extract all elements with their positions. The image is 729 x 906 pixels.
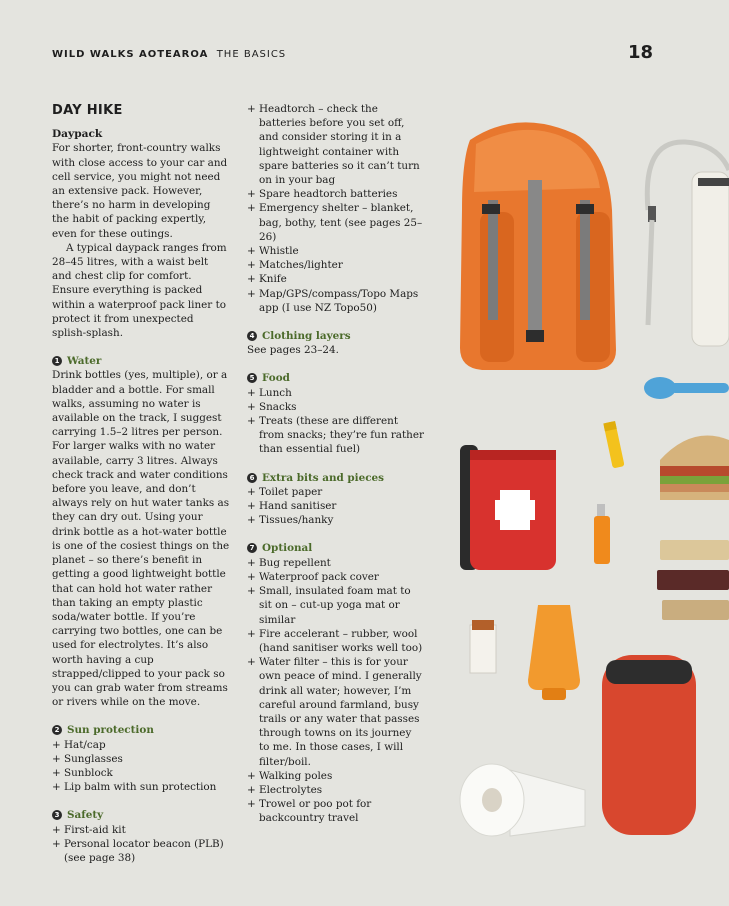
water-body: Drink bottles (yes, multiple), or a bladder and a bottle. For small walks, assuming no water is available on the track, I suggest carrying 1.5–2 litres per person. For larger walks with no water available, carry 3 litres. Always check track and water conditions before you leave, and don’t always rely on hut water tanks as they can dry out. Using your drink bottle as a hot-water bottle is one of the cosiest things on the planet – so there’s benefit in getting a good lightweight bottle that can hold hot water rather than taking an empty plastic soda/water bottle. If you’re carrying two bottles, one can be used for electrolytes. It’s also worth having a cup strapped/clipped to your pack so you can grab water from streams or rivers while on the move. xyxy=(52,369,230,709)
first-aid-kit-icon xyxy=(460,445,556,570)
sunscreen-icon xyxy=(528,605,580,700)
list-item: + Trowel or poo pot for backcountry travel xyxy=(247,797,425,825)
list-item: + Spare headtorch batteries xyxy=(247,187,425,201)
list-item: + Sunglasses xyxy=(52,752,230,766)
sun-section xyxy=(52,723,230,794)
food-heading: Food xyxy=(262,372,290,385)
sun-heading: Sun protection xyxy=(67,724,154,737)
list-item: + Matches/lighter xyxy=(247,258,425,272)
list-item: + Bug repellent xyxy=(247,556,425,570)
sandwich-icon xyxy=(660,436,729,501)
lip-balm-icon xyxy=(603,421,624,468)
clothing-heading: Clothing layers xyxy=(262,330,351,343)
list-item: + Headtorch – check the batteries before you set off, and consider storing it in a lightweight container with spare batteries so it can’t turn on in your bag xyxy=(247,102,425,187)
gear-illustration xyxy=(430,100,729,906)
safety-heading: Safety xyxy=(67,809,104,822)
list-item: + Fire accelerant – rubber, wool (hand sanitiser works well too) xyxy=(247,627,425,655)
left-column xyxy=(52,104,230,865)
food-section xyxy=(247,371,425,456)
list-item: + Small, insulated foam mat to sit on – cut-up yoga mat or similar xyxy=(247,584,425,627)
water-bladder-icon xyxy=(647,142,729,346)
matchbox-icon xyxy=(470,620,496,673)
list-item: + Walking poles xyxy=(247,769,425,783)
middle-column xyxy=(247,102,425,826)
list-item: + Lunch xyxy=(247,386,425,400)
clothing-number-badge: 4 xyxy=(247,331,257,341)
list-item: + Electrolytes xyxy=(247,783,425,797)
safety-number-badge: 3 xyxy=(52,810,62,820)
water-heading: Water xyxy=(67,355,102,368)
optional-section xyxy=(247,541,425,825)
safety-section xyxy=(52,808,230,865)
lighter-icon xyxy=(594,504,610,564)
list-item: + Water filter – this is for your own peace of mind. I generally drink all water; however, I’m careful around farmland, busy trails or any water that passes through towns on its journey to me. In those cases, I will filter/boil. xyxy=(247,655,425,769)
section-name: THE BASICS xyxy=(216,49,287,60)
running-header xyxy=(52,49,286,60)
optional-heading: Optional xyxy=(262,542,313,555)
list-item: + Hand sanitiser xyxy=(247,499,425,513)
page-title: DAY HIKE xyxy=(52,103,123,118)
toilet-paper-icon xyxy=(460,764,585,836)
list-item: + Sunblock xyxy=(52,766,230,780)
list-item: + Toilet paper xyxy=(247,485,425,499)
safety-list-part1 xyxy=(52,823,230,866)
optional-number-badge: 7 xyxy=(247,543,257,553)
daypack-paragraph-1: For shorter, front-country walks with close access to your car and cell service, you might not need an extensive pack. However, there’s no harm in developing the habit of packing expertly, even for these outings. xyxy=(52,142,228,240)
food-list xyxy=(247,386,425,457)
daypack-paragraph-2: A typical daypack ranges from 28–45 litres, with a waist belt and chest clip for comfort. Ensure everything is packed within a waterproof pack liner to protect it from unexpected splish-splash. xyxy=(52,241,227,340)
list-item: + Whistle xyxy=(247,244,425,258)
snack-bar-icon xyxy=(657,540,729,620)
backpack-icon xyxy=(460,122,616,370)
page-number: 18 xyxy=(628,42,654,63)
brand-name: WILD WALKS AOTEAROA xyxy=(52,49,209,60)
list-item: + Knife xyxy=(247,272,425,286)
list-item: + Hat/cap xyxy=(52,738,230,752)
water-number-badge: 1 xyxy=(52,356,62,366)
extra-heading: Extra bits and pieces xyxy=(262,471,384,484)
sun-list xyxy=(52,738,230,795)
list-item: + Map/GPS/compass/Topo Maps app (I use NZ Topo50) xyxy=(247,287,425,315)
extra-section xyxy=(247,471,425,528)
dry-bag-icon xyxy=(602,655,696,835)
daypack-heading: Daypack xyxy=(52,128,103,141)
list-item: + Lip balm with sun protection xyxy=(52,780,230,794)
list-item: + First-aid kit xyxy=(52,823,230,837)
extra-list xyxy=(247,485,425,528)
optional-list xyxy=(247,556,425,826)
list-item: + Tissues/hanky xyxy=(247,513,425,527)
extra-number-badge: 6 xyxy=(247,473,257,483)
sun-number-badge: 2 xyxy=(52,725,62,735)
safety-list-part2 xyxy=(247,102,425,315)
list-item: + Snacks xyxy=(247,400,425,414)
list-item: + Emergency shelter – blanket, bag, bothy, tent (see pages 25–26) xyxy=(247,201,425,244)
spork-icon xyxy=(644,377,729,399)
food-number-badge: 5 xyxy=(247,373,257,383)
list-item: + Treats (these are different from snacks; they’re fun rather than essential fuel) xyxy=(247,414,425,457)
list-item: + Personal locator beacon (PLB) (see page 38) xyxy=(52,837,230,865)
water-section xyxy=(52,354,230,709)
list-item: + Waterproof pack cover xyxy=(247,570,425,584)
clothing-section xyxy=(247,329,425,357)
clothing-body: See pages 23–24. xyxy=(247,344,339,357)
